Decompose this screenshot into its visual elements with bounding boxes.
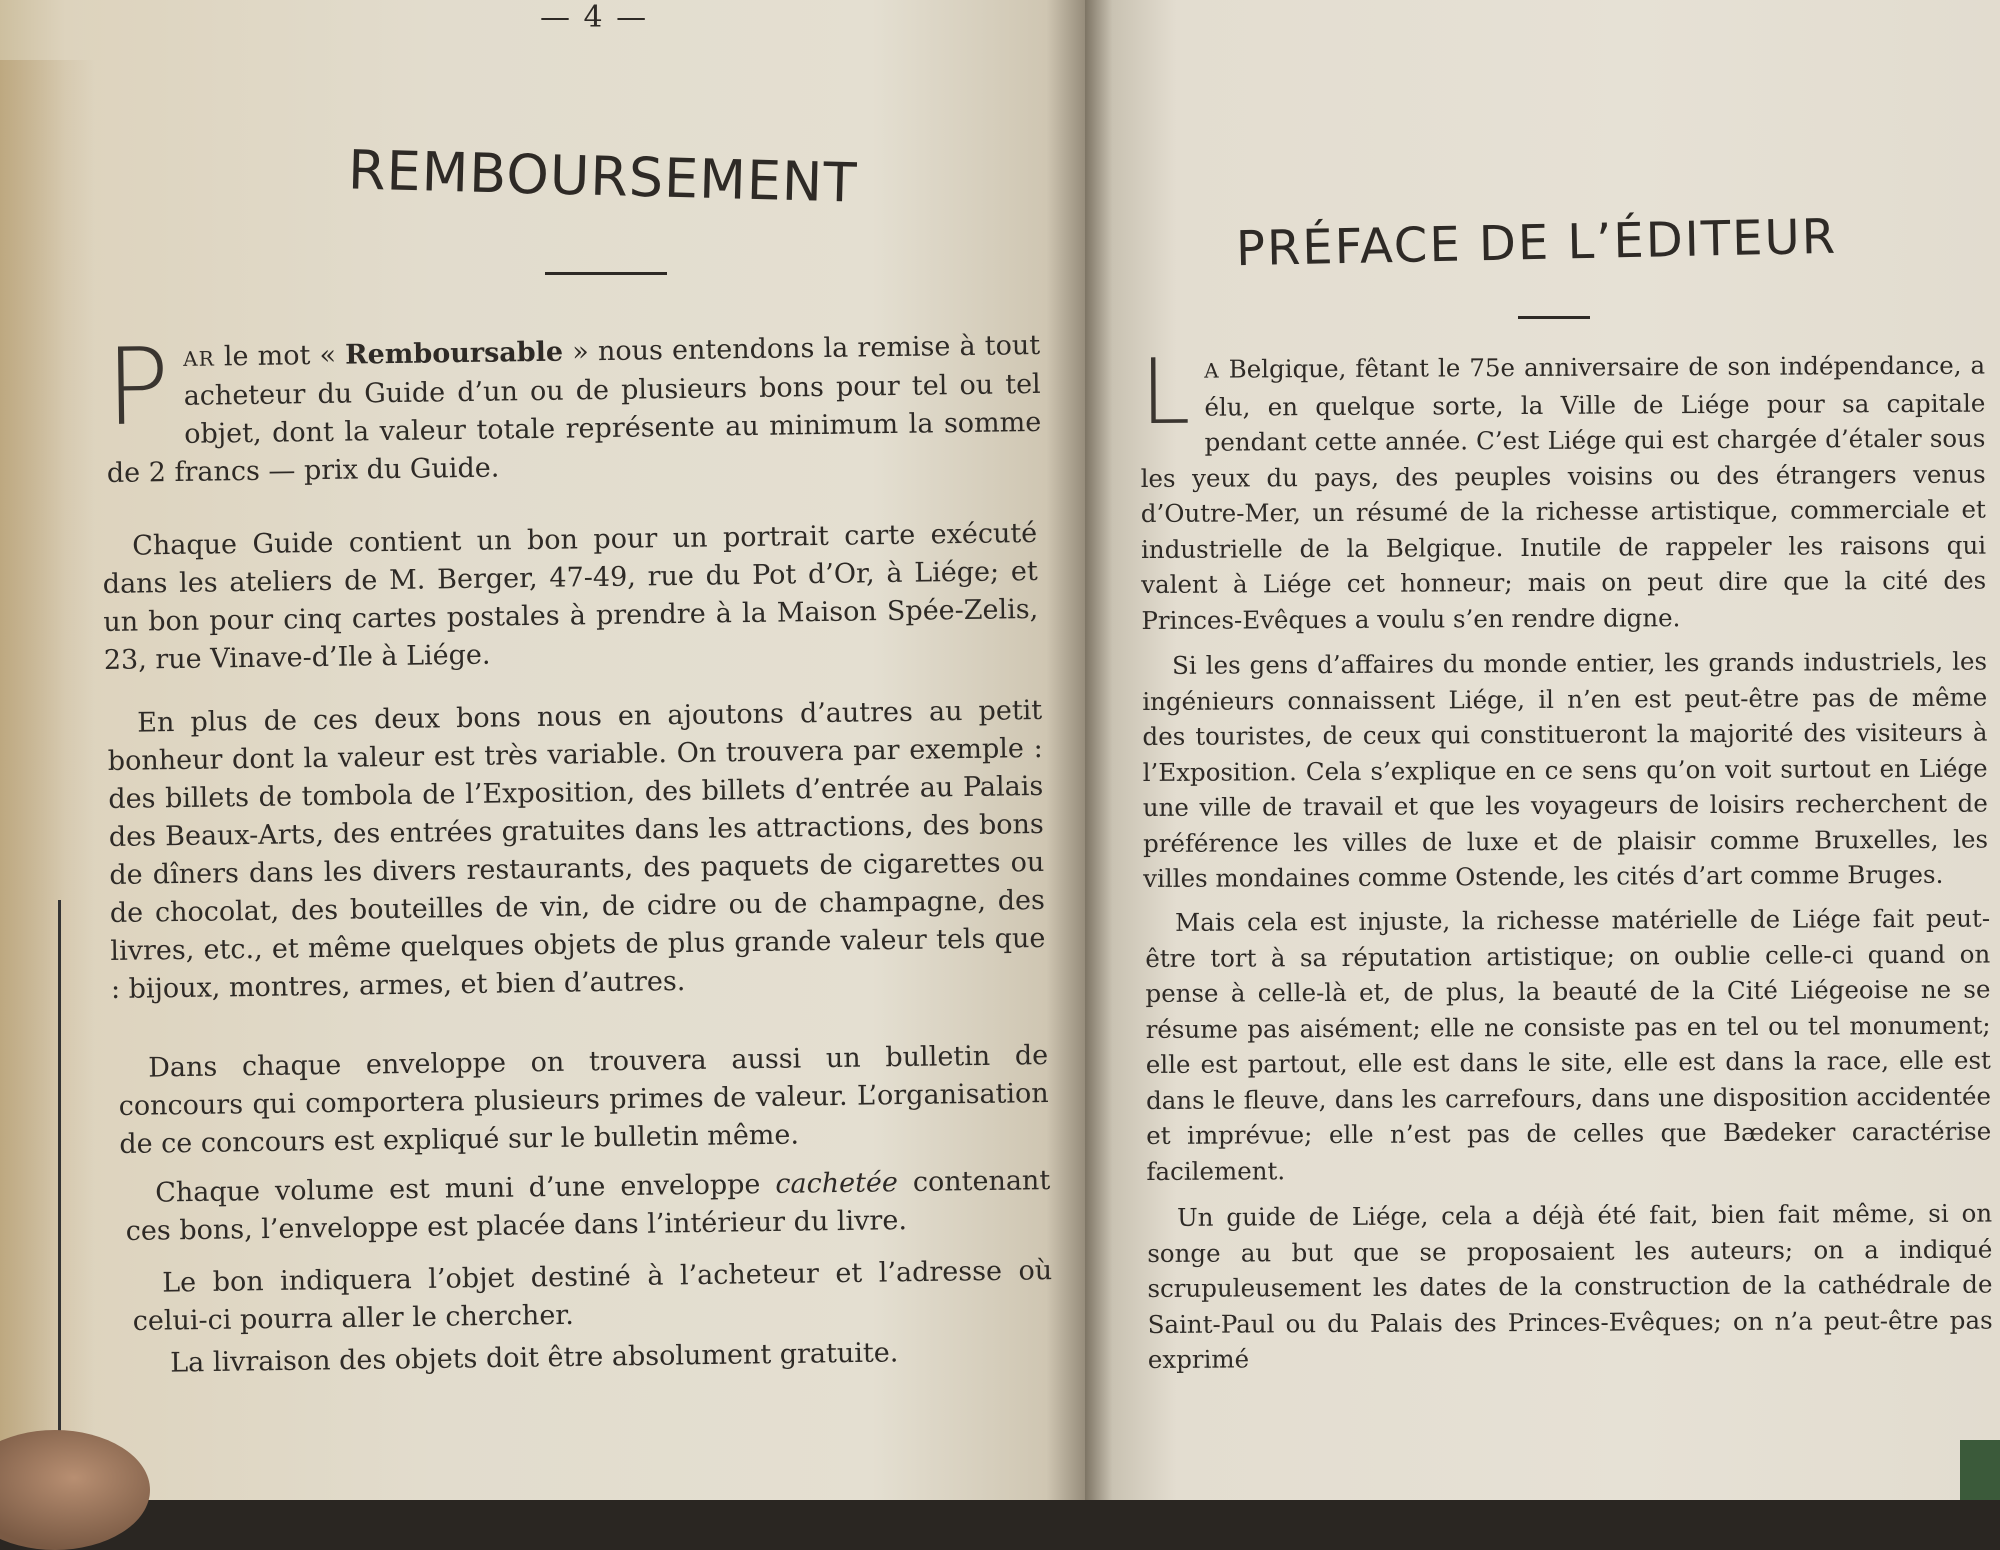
paragraph: Le bon indiquera l’objet destiné à l’acheteur et l’adresse où celui-ci pourra aller le chercher. <box>132 1255 1053 1337</box>
book-edge-line <box>58 900 61 1500</box>
drop-cap: P <box>104 325 171 449</box>
paragraph: Si les gens d’affaires du monde entier, les grands industriels, les ingénieurs connaissent Liége, il n’en est peut-être pas de même des touristes, de ceux qui constitueront la majorité des visiteurs à l’Exposition. Cela s’explique en ce sens qu’on voit surtout en Liége une ville de travail et que les voyageurs de loisirs recherchent de préférence les villes de luxe et de plaisir comme Bruxelles, les villes mondaines comme Ostende, les cités d’art comme Bruges. <box>1142 646 1989 893</box>
drop-cap: L <box>1139 339 1191 445</box>
paragraph: Dans chaque enveloppe on trouvera aussi un bulletin de concours qui comportera plusieurs primes de valeur. L’organisation de ce concours est expliqué sur le bulletin même. <box>118 1040 1049 1160</box>
paragraph: L A Belgique, fêtant le 75e anniversaire de son indépendance, a élu, en quelque sorte, la Ville de Liége pour sa capitale pendant cette année. C’est Liége qui est chargée d’étaler sous les yeux du pays, des peuples voisins ou des étrangers venus d’Outre-Mer, un résumé de la richesse artistique, commerciale et industrielle de la Belgique. Inutile de rappeler les raisons qui valent à Liége cet honneur; mais on peut dire que la cité des Princes-Evêques a voulu s’en rendre digne. <box>1139 339 1987 635</box>
page-title-preface: PRÉFACE DE L’ÉDITEUR <box>1235 208 1838 278</box>
right-page <box>1085 0 2000 1500</box>
paragraph: En plus de ces deux bons nous en ajoutons d’autres au petit bonheur dont la valeur est très variable. On trouvera par exemple : des billets de tombola de l’Exposition, des billets d’entrée au Palais des Beaux-Arts, des entrées gratuites dans les attractions, des bons de dîners dans les divers restaurants, des paquets de cigarettes ou de chocolat, des bouteilles de vin, de cidre ou de champagne, des livres, etc., et même quelques objets de plus grande valeur tels que : bijoux, montres, armes, et bien d’autres. <box>107 694 1046 1005</box>
title-rule <box>1518 316 1590 319</box>
page-title-remboursement: REMBOURSEMENT <box>347 138 859 215</box>
paragraph: Chaque volume est muni d’une enveloppe cachetée contenant ces bons, l’enveloppe est placée dans l’intérieur du livre. <box>125 1165 1051 1247</box>
paragraph: La livraison des objets doit être absolument gratuite. <box>170 1337 899 1379</box>
page-number: — 4 — <box>540 0 649 35</box>
table-surface <box>1960 1440 2000 1500</box>
paragraph: Chaque Guide contient un bon pour un portrait carte exécuté dans les ateliers de M. Berger, 47-49, rue du Pot d’Or, à Liége; et un bon pour cinq cartes postales à prendre à la Maison Spée-Zelis, 23, rue Vinave-d’Ile à Liége. <box>102 517 1039 676</box>
page-stain <box>0 60 95 1500</box>
paragraph: Mais cela est injuste, la richesse matérielle de Liége fait peut-être tort à sa réputation artistique; on oublie celle-ci quand on pense à celle-là et, de plus, la beauté de la Cité Liégeoise ne se résume pas aisément; elle ne consiste pas en tel ou tel monument; elle est partout, elle est dans le site, elle est dans la race, elle est dans le fleuve, dans les carrefours, dans une disposition accidentée et imprévue; elle n’est pas de celles que Bædeker caractérise facilement. <box>1145 903 1992 1186</box>
paragraph: Un guide de Liége, cela a déjà été fait, bien fait même, si on songe au but que se proposaient les auteurs; on a indiqué scrupuleusement les dates de la construction de la cathédrale de Saint-Paul ou du Palais des Princes-Evêques; on n’a peut-être pas exprimé <box>1147 1198 1993 1374</box>
title-rule <box>545 272 667 275</box>
thumb <box>0 1430 150 1550</box>
paragraph: PAR le mot « Remboursable » nous entendons la remise à tout acheteur du Guide d’un ou de plusieurs bons pour tel ou tel objet, dont la valeur totale représente au minimum la somme de 2 francs — prix du Guide. <box>104 325 1042 489</box>
